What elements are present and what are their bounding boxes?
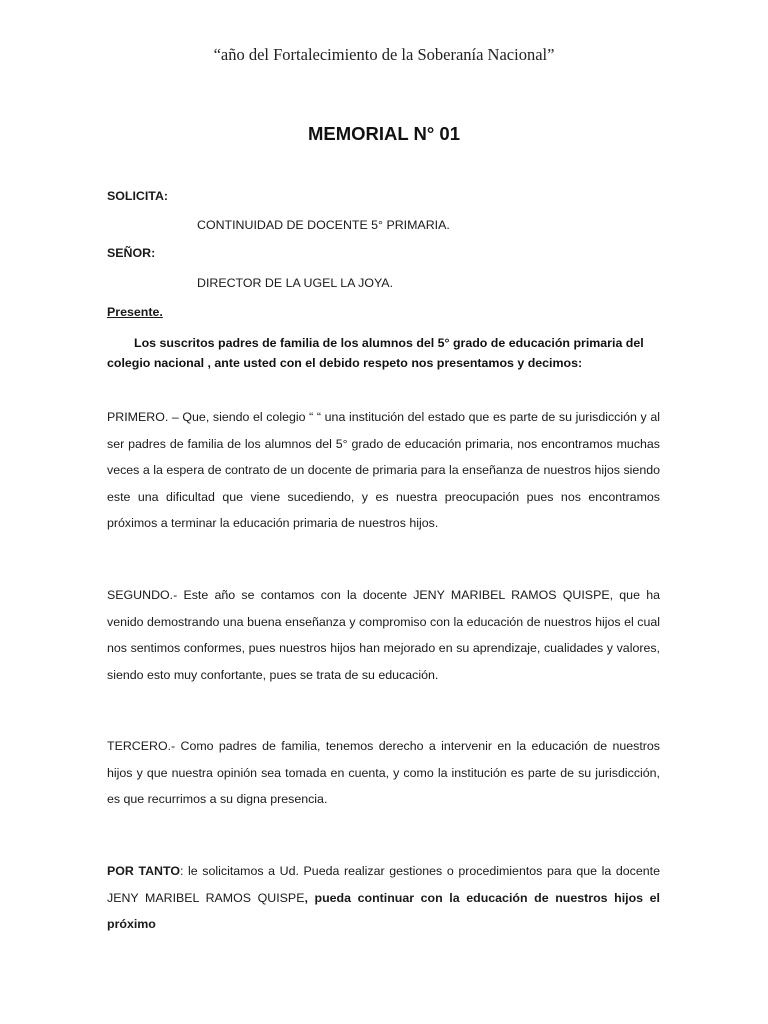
por-tanto-label: POR TANTO <box>107 864 180 878</box>
senor-value: DIRECTOR DE LA UGEL LA JOYA. <box>197 276 394 290</box>
intro-paragraph: Los suscritos padres de familia de los alumnos del 5° grado de educación primaria del colegio nacional , ante usted con el debido respeto nos presentamos y decimos: <box>107 336 644 370</box>
tercero-paragraph: TERCERO.- Como padres de familia, tenemos derecho a intervenir en la educación de nuestros hijos y que nuestra opinión sea tomada en cuenta, y como la institución es parte de su jurisdicción, es que recurrimos a su digna presencia. <box>107 739 660 806</box>
segundo-paragraph: SEGUNDO.- Este año se contamos con la docente JENY MARIBEL RAMOS QUISPE, que ha venido demostrando una buena enseñanza y compromiso con la educación de nuestros hijos el cual nos sentimos conformes, pues nuestros hijos han mejorado en su aprendizaje, cualidades y valores, siendo esto muy confortante, pues se trata de su educación. <box>107 588 660 682</box>
presente-heading: Presente. <box>107 305 163 319</box>
por-tanto-text: : le solicitamos a Ud. Pueda realizar gestiones o procedimientos para que la docente JENY MARIBEL RAMOS QUISPE <box>107 864 660 905</box>
document-title: MEMORIAL N° 01 <box>308 123 460 144</box>
national-motto: “año del Fortalecimiento de la Soberanía Nacional” <box>213 45 555 64</box>
solicita-label: SOLICITA: <box>107 189 169 203</box>
primero-paragraph: PRIMERO. – Que, siendo el colegio “ “ una institución del estado que es parte de su jurisdicción y al ser padres de familia de los alumnos del 5° grado de educación primaria, nos encontramos muchas veces a la espera de contrato de un docente de primaria para la enseñanza de nuestros hijos siendo este una dificultad que viene sucediendo, y es nuestra preocupación pues nos encontramos próximos a terminar la educación primaria de nuestros hijos. <box>107 410 660 530</box>
solicita-value: CONTINUIDAD DE DOCENTE 5° PRIMARIA. <box>197 218 450 232</box>
por-tanto-paragraph <box>107 858 660 931</box>
senor-label: SEÑOR: <box>107 246 156 260</box>
por-tanto-bold-tail: , pueda continuar con la educación de nuestros hijos el próximo <box>107 890 660 931</box>
